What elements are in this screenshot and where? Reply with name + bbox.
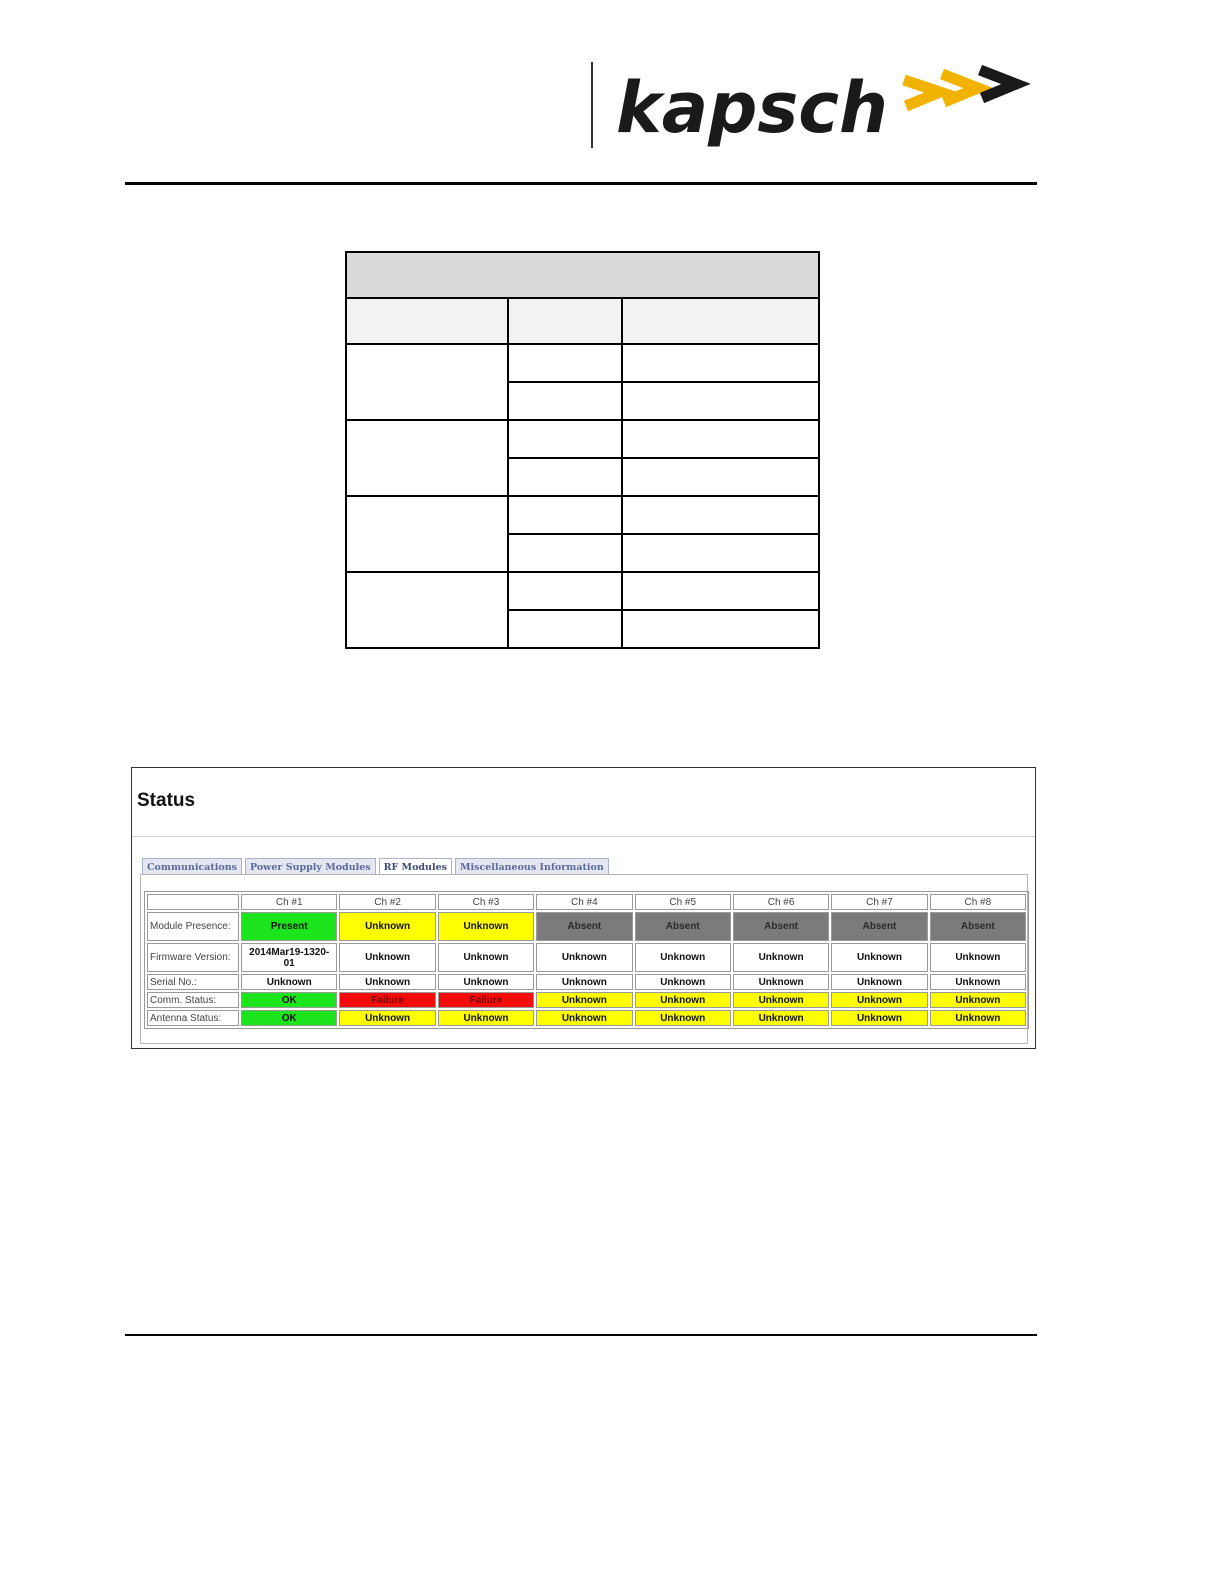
- status-cell: Unknown: [339, 974, 435, 990]
- table-row: [147, 912, 1026, 941]
- status-cell: Unknown: [930, 1010, 1026, 1026]
- table-cell: [622, 572, 819, 610]
- status-cell: Unknown: [635, 1010, 731, 1026]
- column-header: Ch #1: [241, 894, 337, 910]
- status-cell: Present: [241, 912, 337, 941]
- rf-modules-panel: [140, 874, 1028, 1044]
- status-cell: Unknown: [536, 1010, 632, 1026]
- status-cell: Unknown: [339, 1010, 435, 1026]
- table-row: [147, 992, 1026, 1008]
- table-group-cell: [346, 572, 508, 648]
- status-separator: [132, 836, 1035, 837]
- table-header-row: [147, 894, 1026, 910]
- status-cell: Unknown: [930, 992, 1026, 1008]
- footer-rule: [125, 1334, 1037, 1336]
- status-cell: Unknown: [339, 912, 435, 941]
- table-cell: [508, 344, 622, 382]
- column-header: Ch #8: [930, 894, 1026, 910]
- status-cell: Failure: [339, 992, 435, 1008]
- table-cell: [508, 496, 622, 534]
- kapsch-logo: [612, 58, 1032, 150]
- status-screenshot: [131, 767, 1036, 1049]
- status-cell: Unknown: [339, 943, 435, 972]
- table-cell: [622, 382, 819, 420]
- status-cell: OK: [241, 992, 337, 1008]
- status-cell: Unknown: [438, 912, 534, 941]
- table-cell: [508, 382, 622, 420]
- status-cell: Unknown: [438, 1010, 534, 1026]
- table-cell: [622, 420, 819, 458]
- tab-miscellaneous-information[interactable]: Miscellaneous Information: [455, 858, 609, 876]
- table-cell: [622, 610, 819, 648]
- status-cell: Unknown: [438, 974, 534, 990]
- corner-cell: [147, 894, 239, 910]
- rf-modules-table: [144, 891, 1029, 1029]
- status-cell: Absent: [831, 912, 927, 941]
- table-cell: [622, 534, 819, 572]
- status-cell: Absent: [733, 912, 829, 941]
- status-cell: Unknown: [438, 943, 534, 972]
- status-title: Status: [137, 790, 196, 811]
- tab-power-supply-modules[interactable]: Power Supply Modules: [245, 858, 376, 876]
- table-header-cell: [622, 298, 819, 344]
- column-header: Ch #2: [339, 894, 435, 910]
- column-header: Ch #7: [831, 894, 927, 910]
- status-cell: Unknown: [733, 1010, 829, 1026]
- table-row: [147, 974, 1026, 990]
- table-cell: [508, 534, 622, 572]
- status-cell: Unknown: [930, 943, 1026, 972]
- table-cell: [508, 420, 622, 458]
- column-header: Ch #5: [635, 894, 731, 910]
- status-cell: Unknown: [635, 943, 731, 972]
- tab-communications[interactable]: Communications: [142, 858, 242, 876]
- header-rule: [125, 182, 1037, 185]
- status-cell: Unknown: [536, 992, 632, 1008]
- column-header: Ch #6: [733, 894, 829, 910]
- status-cell: Unknown: [831, 1010, 927, 1026]
- status-cell: Failure: [438, 992, 534, 1008]
- column-header: Ch #3: [438, 894, 534, 910]
- row-label: Antenna Status:: [147, 1010, 239, 1026]
- table-cell: [622, 458, 819, 496]
- status-cell: OK: [241, 1010, 337, 1026]
- status-cell: Unknown: [536, 943, 632, 972]
- status-cell: Unknown: [241, 974, 337, 990]
- table-cell: [508, 572, 622, 610]
- table-cell: [508, 458, 622, 496]
- table-title-band: [346, 252, 819, 298]
- table-cell: [622, 496, 819, 534]
- table-cell: [622, 344, 819, 382]
- table-row: [147, 943, 1026, 972]
- status-cell: Unknown: [831, 992, 927, 1008]
- status-cell: Absent: [930, 912, 1026, 941]
- status-cell: Unknown: [635, 974, 731, 990]
- row-label: Comm. Status:: [147, 992, 239, 1008]
- logo-divider: [591, 62, 593, 148]
- status-cell: Unknown: [831, 974, 927, 990]
- table-header-cell: [508, 298, 622, 344]
- table-group-cell: [346, 420, 508, 496]
- table-group-cell: [346, 344, 508, 420]
- status-cell: Absent: [536, 912, 632, 941]
- table-header-cell: [346, 298, 508, 344]
- document-table: [345, 251, 820, 649]
- status-cell: Unknown: [733, 943, 829, 972]
- table-group-cell: [346, 496, 508, 572]
- table-row: [147, 1010, 1026, 1026]
- table-cell: [508, 610, 622, 648]
- tab-rf-modules[interactable]: RF Modules: [379, 858, 452, 876]
- row-label: Firmware Version:: [147, 943, 239, 972]
- logo-wordmark: kapsch: [616, 67, 888, 149]
- status-cell: Unknown: [733, 992, 829, 1008]
- status-cell: Unknown: [733, 974, 829, 990]
- column-header: Ch #4: [536, 894, 632, 910]
- status-cell: Unknown: [831, 943, 927, 972]
- row-label: Serial No.:: [147, 974, 239, 990]
- status-cell: Unknown: [635, 992, 731, 1008]
- status-cell: 2014Mar19-1320-01: [241, 943, 337, 972]
- row-label: Module Presence:: [147, 912, 239, 941]
- status-cell: Unknown: [930, 974, 1026, 990]
- status-cell: Unknown: [536, 974, 632, 990]
- status-cell: Absent: [635, 912, 731, 941]
